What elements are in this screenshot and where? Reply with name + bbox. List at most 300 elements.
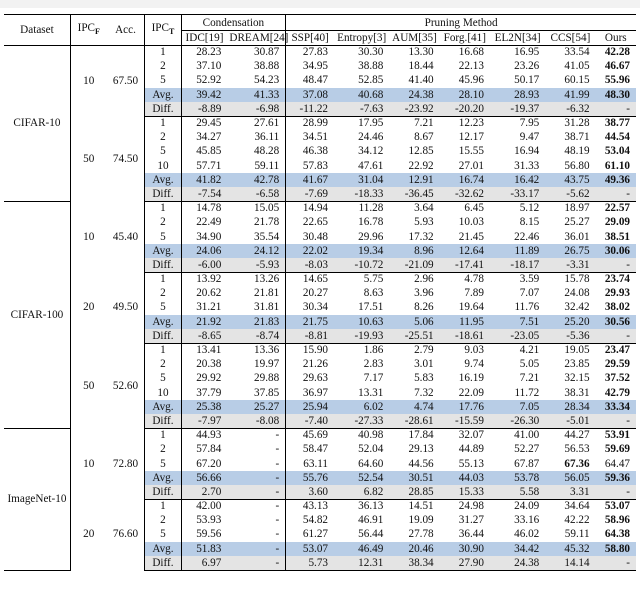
cell-value: 40.98 (358, 429, 384, 442)
cell-value: 24.09 (514, 500, 540, 513)
header-acc: Acc. (107, 15, 145, 46)
cell-value: 8.67 (414, 131, 434, 144)
cell-value: 22.49 (181, 216, 227, 230)
cell-value: 15.90 (286, 343, 334, 357)
cell-value: 54.82 (286, 514, 334, 528)
cell-value: 37.52 (604, 372, 630, 385)
cell-value: 24.38 (389, 88, 439, 102)
ipct-value: 5 (145, 372, 181, 386)
ipct-value: 1 (145, 46, 181, 60)
cell-value: 46.91 (358, 514, 384, 527)
table-row (4, 429, 636, 443)
acc-value: 76.60 (112, 528, 139, 541)
cell-value: 33.34 (596, 400, 636, 414)
cell-value: 31.27 (458, 514, 484, 527)
ipcf-value: 10 (70, 202, 106, 273)
cell-value: 53.04 (604, 145, 630, 158)
ipcf-value: 20 (70, 273, 106, 344)
cell-value: -8.03 (286, 258, 334, 272)
cell-value: 36.01 (564, 230, 590, 243)
cell-value: 30.87 (254, 46, 280, 59)
cell-value: 3.01 (414, 358, 434, 371)
cell-value: 12.17 (458, 131, 484, 144)
ipct-value: Avg. (145, 88, 181, 102)
acc-value: 52.60 (112, 379, 139, 392)
cell-value: 45.85 (181, 145, 227, 159)
cell-value: 31.04 (334, 173, 389, 187)
cell-value: 28.23 (181, 46, 227, 60)
cell-value: -5.01 (545, 414, 595, 428)
cell-value: 4.21 (519, 344, 540, 357)
cell-value: 16.19 (458, 372, 484, 385)
cell-value: 63.11 (286, 457, 334, 471)
cell-value: 22.46 (514, 230, 540, 243)
cell-value: -18.61 (440, 329, 490, 343)
cell-value: 41.82 (181, 173, 227, 187)
cell-value: 46.38 (286, 145, 334, 159)
header-dataset: Dataset (4, 15, 70, 46)
cell-value: 23.74 (604, 273, 630, 286)
cell-value: 30.06 (596, 244, 636, 258)
cell-value: -19.93 (334, 329, 389, 343)
header-method: SSP[40] (286, 31, 334, 46)
ipct-value: Avg. (145, 173, 181, 187)
cell-value: 44.56 (408, 457, 434, 470)
cell-value: 12.23 (458, 117, 484, 130)
cell-value: 13.92 (181, 273, 227, 287)
cell-value: 31.33 (514, 159, 540, 172)
cell-value: 14.65 (286, 273, 334, 287)
cell-value: 64.47 (604, 457, 630, 470)
cell-value: 45.69 (286, 429, 334, 443)
cell-value: 5.06 (389, 315, 439, 329)
cell-value: 28.34 (545, 400, 595, 414)
cell-value: 24.46 (358, 131, 384, 144)
cell-value: 36.97 (286, 386, 334, 400)
cell-value: 38.71 (564, 131, 590, 144)
cell-value: 30.51 (389, 471, 439, 485)
cell-value: 29.96 (358, 230, 384, 243)
cell-value: 32.15 (564, 372, 590, 385)
cell-value: -3.31 (545, 258, 595, 272)
cell-value: 13.31 (358, 386, 384, 399)
cell-value: - (275, 500, 280, 513)
cell-value: 16.78 (358, 216, 384, 229)
cell-value: 57.71 (181, 159, 227, 173)
cell-value: 54.23 (254, 74, 280, 87)
ipct-value: Diff. (145, 102, 181, 116)
cell-value: 11.89 (490, 244, 545, 258)
cell-value: 14.14 (545, 556, 595, 570)
cell-value: 28.93 (490, 88, 545, 102)
cell-value: -18.17 (490, 258, 545, 272)
cell-value: 24.08 (564, 287, 590, 300)
cell-value: 14.78 (181, 202, 227, 216)
ipct-value: Avg. (145, 400, 181, 414)
ipct-value: 2 (145, 131, 181, 145)
cell-value: 2.83 (363, 358, 384, 371)
cell-value: 20.46 (389, 542, 439, 556)
cell-value: 29.59 (604, 358, 630, 371)
cell-value: 52.54 (334, 471, 389, 485)
cell-value: 25.94 (286, 400, 334, 414)
header-method: AUM[35] (389, 31, 439, 46)
cell-value: 14.51 (408, 500, 434, 513)
cell-value: 42.78 (227, 173, 285, 187)
cell-value: 22.57 (604, 202, 630, 215)
cell-value: 49.36 (596, 173, 636, 187)
cell-value: 22.65 (286, 216, 334, 230)
cell-value: 28.85 (389, 485, 439, 499)
ipct-value: 5 (145, 230, 181, 244)
ipct-value: 1 (145, 429, 181, 443)
ipct-value: 1 (145, 116, 181, 130)
cell-value: 10.03 (458, 216, 484, 229)
cell-value: -28.61 (389, 414, 439, 428)
header-method: IDC[19] (181, 31, 227, 46)
cell-value: 16.95 (514, 46, 540, 59)
cell-value: 38.88 (358, 60, 384, 73)
ipcf-value: 10 (70, 46, 106, 117)
cell-value: 15.05 (254, 202, 280, 215)
cell-value: -18.33 (334, 187, 389, 201)
cell-value: -7.69 (286, 187, 334, 201)
cell-value: 44.03 (440, 471, 490, 485)
cell-value: 2.79 (414, 344, 434, 357)
cell-value: 27.83 (286, 46, 334, 60)
ipct-value: 10 (145, 386, 181, 400)
table-row (4, 500, 636, 514)
cell-value: 3.60 (286, 485, 334, 499)
cell-value: -5.36 (545, 329, 595, 343)
cell-value: 11.28 (358, 202, 384, 215)
acc-value: 45.40 (112, 230, 139, 243)
cell-value: 25.27 (227, 400, 285, 414)
cell-value: 52.85 (358, 74, 384, 87)
cell-value: 21.81 (254, 287, 280, 300)
header-method: EL2N[34] (490, 31, 545, 46)
cell-value: -7.54 (181, 187, 227, 201)
cell-value: 34.64 (564, 500, 590, 513)
cell-value: 37.79 (181, 386, 227, 400)
cell-value: - (227, 556, 285, 570)
cell-value: 36.11 (254, 131, 280, 144)
cell-value: 24.12 (227, 244, 285, 258)
cell-value: 46.67 (604, 60, 630, 73)
cell-value: - (596, 556, 636, 570)
cell-value: -8.89 (181, 102, 227, 116)
cell-value: - (596, 485, 636, 499)
cell-value: 7.21 (519, 372, 540, 385)
cell-value: 48.19 (564, 145, 590, 158)
ipcf-value: 20 (70, 500, 106, 571)
ipct-value: 5 (145, 145, 181, 159)
cell-value: 29.92 (181, 372, 227, 386)
cell-value: 15.55 (458, 145, 484, 158)
dataset-name: CIFAR-10 (4, 46, 70, 202)
ipct-value: 2 (145, 443, 181, 457)
cell-value: 59.11 (254, 159, 280, 172)
cell-value: 16.68 (458, 46, 484, 59)
ipct-value: 5 (145, 301, 181, 315)
ipct-value: Avg. (145, 244, 181, 258)
cell-value: -5.93 (227, 258, 285, 272)
cell-value: -23.92 (389, 102, 439, 116)
cell-value: 55.13 (458, 457, 484, 470)
cell-value: 16.42 (490, 173, 545, 187)
header-method: CCS[54] (545, 31, 595, 46)
cell-value: 11.72 (514, 386, 540, 399)
cell-value: -33.17 (490, 187, 545, 201)
cell-value: 15.33 (440, 485, 490, 499)
cell-value: 42.00 (181, 500, 227, 514)
cell-value: - (227, 542, 285, 556)
cell-value: -25.51 (389, 329, 439, 343)
table-row (4, 343, 636, 357)
cell-value: 24.38 (490, 556, 545, 570)
cell-value: 7.21 (414, 117, 434, 130)
cell-value: 30.56 (596, 315, 636, 329)
cell-value: 48.30 (596, 88, 636, 102)
cell-value: 44.93 (181, 429, 227, 443)
cell-value: -8.81 (286, 329, 334, 343)
cell-value: 13.26 (254, 273, 280, 286)
cell-value: 34.90 (181, 230, 227, 244)
cell-value: 3.64 (414, 202, 434, 215)
cell-value: 7.05 (490, 400, 545, 414)
cell-value: 41.33 (227, 88, 285, 102)
cell-value: 17.84 (408, 429, 434, 442)
cell-value: 37.85 (254, 386, 280, 399)
cell-value: 33.16 (514, 514, 540, 527)
ipct-value: 1 (145, 343, 181, 357)
cell-value: 13.41 (181, 343, 227, 357)
cell-value: 67.36 (564, 457, 590, 470)
cell-value: -6.32 (545, 102, 595, 116)
ipcf-value: 50 (70, 116, 106, 201)
cell-value: 46.49 (334, 542, 389, 556)
cell-value: 24.98 (458, 500, 484, 513)
ipct-value: Diff. (145, 414, 181, 428)
cell-value: 41.40 (408, 74, 434, 87)
header-ipct: $IPC_T$ (145, 15, 181, 46)
cell-value: 30.30 (358, 46, 384, 59)
cell-value: 38.31 (564, 386, 590, 399)
cell-value: 34.27 (181, 131, 227, 145)
cell-value: 6.82 (334, 485, 389, 499)
ipct-value: Avg. (145, 315, 181, 329)
cell-value: -15.59 (440, 414, 490, 428)
cell-value: -36.45 (389, 187, 439, 201)
cell-value: 27.01 (458, 159, 484, 172)
cell-value: 44.27 (564, 429, 590, 442)
cell-value: 4.78 (464, 273, 484, 286)
cell-value: 53.91 (604, 429, 630, 442)
cell-value: 59.11 (564, 528, 590, 541)
cell-value: 31.81 (254, 301, 280, 314)
cell-value: 7.95 (519, 117, 540, 130)
cell-value: 6.02 (334, 400, 389, 414)
cell-value: 52.04 (358, 443, 384, 456)
cell-value: -20.20 (440, 102, 490, 116)
cell-value: 38.88 (254, 60, 280, 73)
cell-value: 19.34 (334, 244, 389, 258)
cell-value: 34.51 (286, 131, 334, 145)
cell-value: 11.76 (514, 301, 540, 314)
cell-value: 23.85 (564, 358, 590, 371)
cell-value: -7.97 (181, 414, 227, 428)
cell-value: 52.92 (181, 74, 227, 88)
cell-value: 25.38 (181, 400, 227, 414)
cell-value: 31.21 (181, 301, 227, 315)
cell-value: 64.38 (604, 528, 630, 541)
cell-value: 45.32 (545, 542, 595, 556)
cell-value: 58.96 (604, 514, 630, 527)
cell-value: 56.80 (564, 159, 590, 172)
cell-value: 29.63 (286, 372, 334, 386)
cell-value: 29.88 (254, 372, 280, 385)
ipct-value: 5 (145, 457, 181, 471)
cell-value: 35.54 (254, 230, 280, 243)
cell-value: 30.34 (286, 301, 334, 315)
cell-value: 11.95 (440, 315, 490, 329)
cell-value: -19.37 (490, 102, 545, 116)
cell-value: - (596, 258, 636, 272)
cell-value: 21.45 (458, 230, 484, 243)
cell-value: - (275, 514, 280, 527)
cell-value: -11.22 (286, 102, 334, 116)
cell-value: 53.78 (490, 471, 545, 485)
cell-value: 44.89 (458, 443, 484, 456)
cell-value: 4.74 (389, 400, 439, 414)
header-pruning: Pruning Method (286, 15, 636, 31)
dataset-name: CIFAR-100 (4, 202, 70, 429)
cell-value: 60.15 (564, 74, 590, 87)
cell-value: 34.95 (286, 60, 334, 74)
cell-value: 56.44 (358, 528, 384, 541)
cell-value: 45.96 (458, 74, 484, 87)
cell-value: 25.27 (564, 216, 590, 229)
cell-value: -6.00 (181, 258, 227, 272)
cell-value: 22.13 (458, 60, 484, 73)
cell-value: - (275, 457, 280, 470)
acc-value: 49.50 (112, 301, 139, 314)
ipct-value: 1 (145, 202, 181, 216)
cell-value: 9.74 (464, 358, 484, 371)
cell-value: - (596, 187, 636, 201)
cell-value: 21.26 (286, 358, 334, 372)
cell-value: 18.44 (408, 60, 434, 73)
cell-value: 67.20 (181, 457, 227, 471)
cell-value: 57.83 (286, 159, 334, 173)
cell-value: 51.83 (181, 542, 227, 556)
cell-value: 20.38 (181, 358, 227, 372)
cell-value: 59.69 (604, 443, 630, 456)
cell-value: -17.41 (440, 258, 490, 272)
cell-value: 56.66 (181, 471, 227, 485)
cell-value: 21.75 (286, 315, 334, 329)
cell-value: -6.98 (227, 102, 285, 116)
cell-value: 31.28 (564, 117, 590, 130)
cell-value: -32.62 (440, 187, 490, 201)
table-row (4, 116, 636, 130)
cell-value: 41.99 (545, 88, 595, 102)
cell-value: 6.97 (181, 556, 227, 570)
cell-value: 2.70 (181, 485, 227, 499)
cell-value: -8.08 (227, 414, 285, 428)
cell-value: 42.28 (604, 46, 630, 59)
ipct-value: Diff. (145, 187, 181, 201)
cell-value: -5.62 (545, 187, 595, 201)
cell-value: 47.61 (358, 159, 384, 172)
cell-value: 21.78 (254, 216, 280, 229)
cell-value: 58.80 (596, 542, 636, 556)
cell-value: 64.60 (358, 457, 384, 470)
cell-value: 28.99 (286, 116, 334, 130)
cell-value: 7.17 (363, 372, 384, 385)
cell-value: 55.76 (286, 471, 334, 485)
cell-value: 19.64 (458, 301, 484, 314)
cell-value: 43.13 (286, 500, 334, 514)
cell-value: 5.73 (286, 556, 334, 570)
cell-value: 29.93 (604, 287, 630, 300)
cell-value: 30.90 (440, 542, 490, 556)
cell-value: 9.47 (519, 131, 540, 144)
cell-value: 6.45 (464, 202, 484, 215)
cell-value: 7.32 (414, 386, 434, 399)
cell-value: 29.45 (181, 116, 227, 130)
cell-value: 13.30 (408, 46, 434, 59)
cell-value: 57.84 (181, 443, 227, 457)
cell-value: 36.13 (358, 500, 384, 513)
ipct-value: Diff. (145, 556, 181, 570)
cell-value: -10.72 (334, 258, 389, 272)
cell-value: -8.74 (227, 329, 285, 343)
cell-value: 12.31 (334, 556, 389, 570)
cell-value: 38.51 (604, 230, 630, 243)
cell-value: 25.20 (545, 315, 595, 329)
header-condensation: Condensation (181, 15, 286, 31)
cell-value: 17.76 (440, 400, 490, 414)
ipct-value: 1 (145, 500, 181, 514)
cell-value: 7.51 (490, 315, 545, 329)
cell-value: 8.15 (519, 216, 540, 229)
ipct-value: 5 (145, 528, 181, 542)
cell-value: 53.07 (286, 542, 334, 556)
cell-value: 30.48 (286, 230, 334, 244)
cell-value: 22.02 (286, 244, 334, 258)
cell-value: 19.09 (408, 514, 434, 527)
cell-value: -26.30 (490, 414, 545, 428)
cell-value: 53.93 (181, 514, 227, 528)
cell-value: 42.22 (564, 514, 590, 527)
cell-value: 5.83 (414, 372, 434, 385)
cell-value: 41.67 (286, 173, 334, 187)
cell-value: 20.27 (286, 287, 334, 301)
cell-value: 27.90 (440, 556, 490, 570)
cell-value: 34.42 (490, 542, 545, 556)
cell-value: 17.95 (358, 117, 384, 130)
cell-value: 23.26 (514, 60, 540, 73)
ipct-value: Diff. (145, 485, 181, 499)
cell-value: 3.59 (519, 273, 540, 286)
cell-value: 56.05 (545, 471, 595, 485)
cell-value: 40.68 (334, 88, 389, 102)
cell-value: 58.47 (286, 443, 334, 457)
cell-value: 37.08 (286, 88, 334, 102)
header-method: DREAM[24] (229, 31, 289, 44)
cell-value: 5.12 (519, 202, 540, 215)
